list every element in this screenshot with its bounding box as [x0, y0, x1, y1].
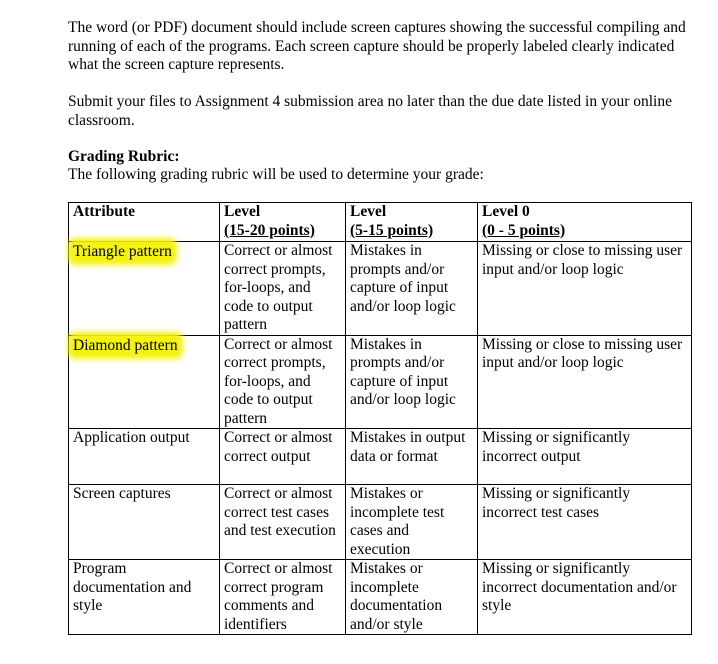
level-mid-cell: Mistakes in prompts and/or capture of input and/or loop logic [346, 242, 478, 336]
table-row [69, 560, 692, 635]
attribute-cell: Program documentation and style [69, 560, 220, 635]
header-attribute [69, 203, 220, 242]
level-zero-cell: Missing or significantly incorrect test cases [478, 485, 692, 560]
rubric-intro: The following grading rubric will be used to determine your grade: [68, 166, 484, 183]
level-mid-cell: Mistakes in prompts and/or capture of input and/or loop logic [346, 335, 478, 429]
level-zero-cell: Missing or close to missing user input and/or loop logic [478, 335, 692, 429]
level-mid-cell: Mistakes in output data or format [346, 429, 478, 485]
table-row [69, 335, 692, 429]
header-level-mid [346, 203, 478, 242]
header-level-zero [478, 203, 692, 242]
table-row [69, 242, 692, 336]
level-high-cell: Correct or almost correct program comments and identifiers [220, 560, 346, 635]
level-zero-cell: Missing or significantly incorrect documentation and/or style [478, 560, 692, 635]
header-level-high-title: Level [224, 203, 261, 220]
header-attribute-title: Attribute [73, 203, 135, 220]
header-level-mid-range: (5-15 points) [350, 221, 434, 239]
attribute-cell [69, 335, 220, 429]
highlighted-attribute: Triangle pattern [73, 243, 172, 260]
table-row [69, 429, 692, 485]
header-level-high [220, 203, 346, 242]
level-high-cell: Correct or almost correct output [220, 429, 346, 485]
level-high-cell: Correct or almost correct prompts, for-loops, and code to output pattern [220, 335, 346, 429]
table-header-row [69, 203, 692, 242]
attribute-cell: Screen captures [69, 485, 220, 560]
level-mid-cell: Mistakes or incomplete documentation and/or style [346, 560, 478, 635]
level-high-cell: Correct or almost correct test cases and test execution [220, 485, 346, 560]
level-zero-cell: Missing or significantly incorrect output [478, 429, 692, 485]
table-row [69, 485, 692, 560]
rubric-heading: Grading Rubric: [68, 148, 180, 165]
level-high-cell: Correct or almost correct prompts, for-loops, and code to output pattern [220, 242, 346, 336]
level-zero-cell: Missing or close to missing user input and/or loop logic [478, 242, 692, 336]
attribute-cell: Application output [69, 429, 220, 485]
instructions-paragraph: The word (or PDF) document should include screen captures showing the successful compiling and running of each of the programs. Each screen capture should be properly labeled clearly indicated what the screen capture represents. [68, 19, 686, 73]
level-mid-cell: Mistakes or incomplete test cases and execution [346, 485, 478, 560]
header-level-zero-title: Level 0 [482, 203, 530, 220]
highlighted-attribute: Diamond pattern [73, 336, 178, 354]
grading-rubric-table [68, 202, 692, 635]
header-level-zero-range: (0 - 5 points) [482, 221, 566, 239]
submission-paragraph: Submit your files to Assignment 4 submission area no later than the due date listed in your online classroom. [68, 93, 672, 129]
attribute-cell [69, 242, 220, 336]
header-level-high-range: (15-20 points) [224, 221, 315, 239]
header-level-mid-title: Level [350, 203, 387, 220]
